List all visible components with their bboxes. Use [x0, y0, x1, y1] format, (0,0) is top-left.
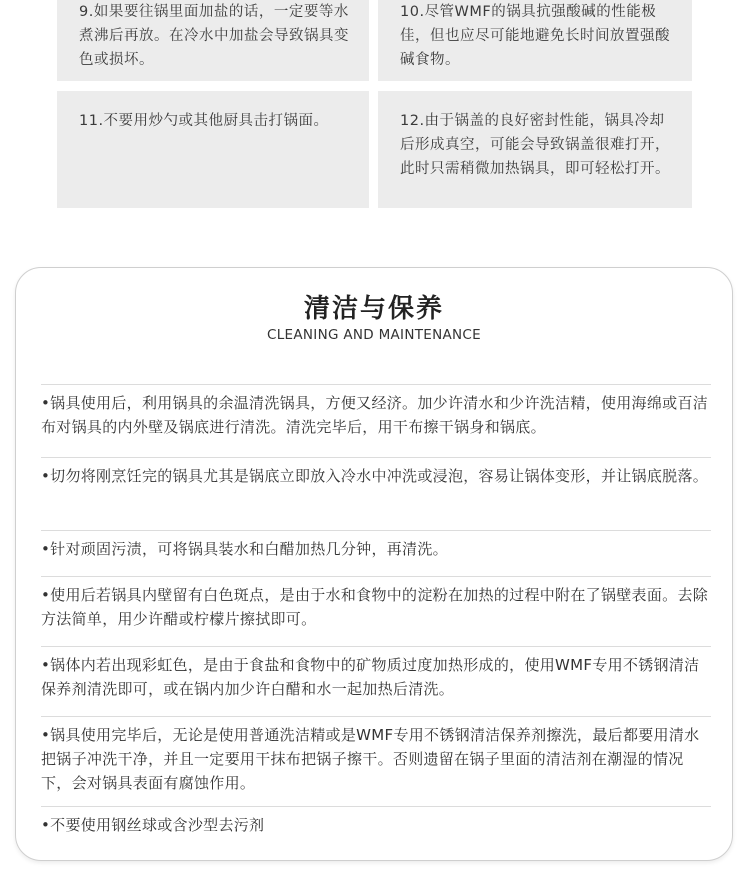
cleaning-item: •锅具使用完毕后，无论是使用普通洗洁精或是WMF专用不锈钢清洁保养剂擦洗，最后都要用清水把锅子冲洗干净，并且一定要用干抹布把锅子擦干。否则遗留在锅子里面的清洁剂在潮湿的情况下，会对锅具表面有腐蚀作用。	[41, 716, 711, 795]
section-title: 清洁与保养	[303, 294, 444, 324]
cleaning-item: •锅体内若出现彩虹色，是由于食盐和食物中的矿物质过度加热形成的，使用WMF专用不锈钢清洁保养剂清洗即可，或在锅内加少许白醋和水一起加热后清洗。	[41, 646, 711, 701]
tip-text: 9.如果要往锅里面加盐的话，一定要等水煮沸后再放。在冷水中加盐会导致锅具变色或损坏。	[79, 4, 349, 68]
cleaning-maintenance-card	[15, 267, 733, 861]
cleaning-item: •切勿将刚烹饪完的锅具尤其是锅底立即放入冷水中冲洗或浸泡，容易让锅体变形，并让锅底脱落。	[41, 457, 711, 488]
tip-card-12	[378, 91, 692, 208]
cleaning-item: •锅具使用后，利用锅具的余温清洗锅具，方便又经济。加少许清水和少许洗洁精，使用海绵或百洁布对锅具的内外壁及锅底进行清洗。清洗完毕后，用干布擦干锅身和锅底。	[41, 384, 711, 439]
cleaning-item: •针对顽固污渍，可将锅具装水和白醋加热几分钟，再清洗。	[41, 530, 711, 561]
tip-text: 11.不要用炒勺或其他厨具击打锅面。	[79, 113, 329, 129]
tip-card-11	[57, 91, 369, 208]
tip-text: 12.由于锅盖的良好密封性能，锅具冷却后形成真空，可能会导致锅盖很难打开，此时只需稍微加热锅具，即可轻松打开。	[400, 113, 670, 177]
tip-card-10	[378, 0, 692, 81]
cleaning-item: •使用后若锅具内壁留有白色斑点，是由于水和食物中的淀粉在加热的过程中附在了锅壁表面。去除方法简单，用少许醋或柠檬片擦拭即可。	[41, 576, 711, 631]
section-subtitle: CLEANING AND MAINTENANCE	[267, 327, 481, 343]
tip-text: 10.尽管WMF的锅具抗强酸碱的性能极佳，但也应尽可能地避免长时间放置强酸碱食物。	[400, 4, 670, 68]
cleaning-item: •不要使用钢丝球或含沙型去污剂	[41, 806, 711, 837]
tip-card-9	[57, 0, 369, 81]
